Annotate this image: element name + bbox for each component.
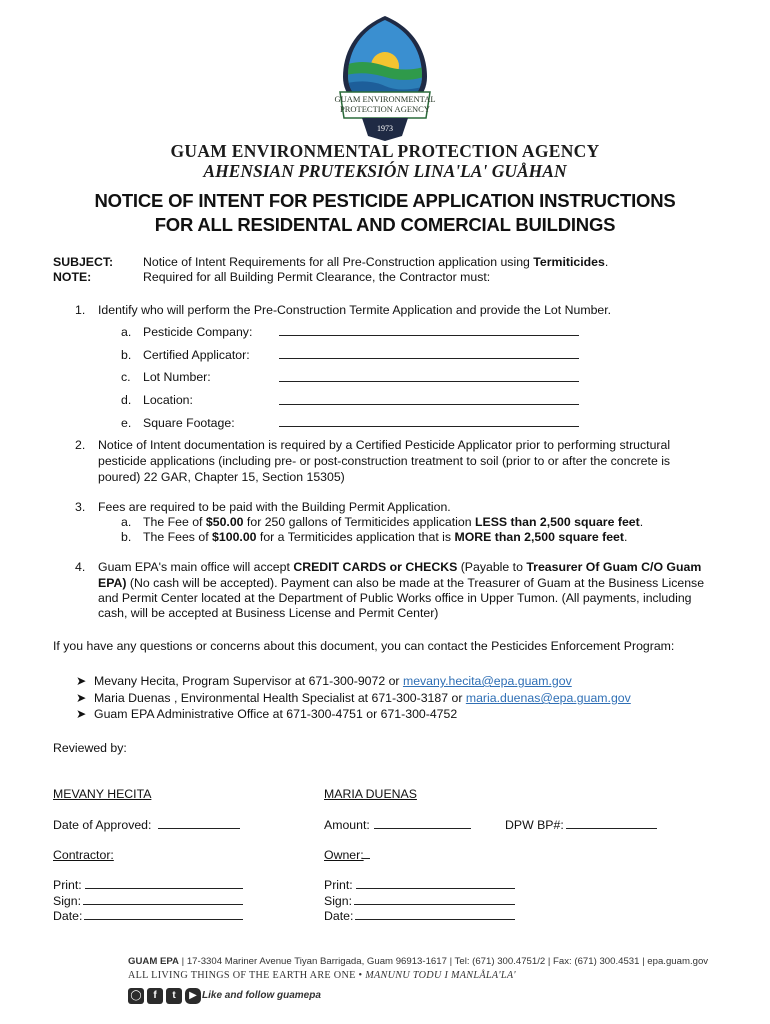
item-number: 1.: [75, 303, 86, 317]
certified-applicator-label: Certified Applicator:: [143, 348, 250, 362]
pesticide-company-label: Pesticide Company:: [143, 325, 253, 339]
owner-label: Owner:: [324, 848, 364, 862]
arrow-bullet-icon: ➤: [76, 707, 87, 721]
contractor-date-field[interactable]: [84, 907, 243, 920]
contact-item: ➤ Guam EPA Administrative Office at 671-300-4751 or 671-300-4752: [76, 707, 458, 721]
document-title-line2: FOR ALL RESIDENTAL AND COMERCIAL BUILDINGS: [154, 214, 616, 235]
square-footage-label: Square Footage:: [143, 416, 235, 430]
agency-name-english: GUAM ENVIRONMENTAL PROTECTION AGENCY: [170, 141, 600, 161]
field-letter: d.: [121, 393, 132, 407]
seal-graphic: [332, 14, 438, 142]
owner-print-label: Print:: [324, 878, 353, 892]
lot-number-field[interactable]: [279, 369, 579, 382]
document-title-line1: NOTICE OF INTENT FOR PESTICIDE APPLICATION INSTRUCTIONS: [94, 190, 676, 211]
amount-field[interactable]: [374, 816, 471, 829]
reviewer-name-duenas: MARIA DUENAS: [324, 787, 417, 801]
email-link[interactable]: maria.duenas@epa.guam.gov: [465, 691, 631, 705]
item4-line4: cash, will be accepted at Business License and Permit Center): [98, 606, 439, 620]
contractor-date-label: Date:: [53, 909, 83, 923]
instagram-icon[interactable]: ◯: [128, 988, 144, 1004]
seal-year: 1973: [377, 124, 393, 133]
contact-item: ➤ Maria Duenas , Environmental Health Specialist at 671-300-3187 or maria.duenas@epa.guam.gov: [76, 691, 631, 705]
reviewer-name-hecita: MEVANY HECITA: [53, 787, 152, 801]
item-number: 2.: [75, 438, 86, 452]
facebook-icon[interactable]: f: [147, 988, 163, 1004]
field-letter: a.: [121, 325, 132, 339]
field-letter: e.: [121, 416, 132, 430]
note-text: Required for all Building Permit Clearance, the Contractor must:: [143, 270, 491, 284]
item2-line3: poured) 22 GAR, Chapter 15, Section 15305): [98, 470, 345, 484]
youtube-icon[interactable]: ▶: [185, 988, 201, 1004]
arrow-bullet-icon: ➤: [76, 674, 87, 688]
reviewed-by-label: Reviewed by:: [53, 741, 127, 755]
seal-text-2: PROTECTION AGENCY: [340, 104, 430, 114]
owner-sign-label: Sign:: [324, 894, 353, 908]
item2-line2: pesticide applications (including pre- or post-construction treatment to soil (prior to or after the concrete is: [98, 454, 671, 468]
item4-line1: Guam EPA's main office will accept CREDIT CARDS or CHECKS (Payable to Treasurer Of Guam C/O Guam: [98, 560, 702, 574]
seal-text-1: GUAM ENVIRONMENTAL: [334, 94, 436, 104]
location-field[interactable]: [279, 392, 579, 405]
follow-text: Like and follow guamepa: [202, 990, 321, 1001]
fee-letter: a.: [121, 515, 132, 529]
fee-large-text: The Fees of $100.00 for a Termiticides application that is MORE than 2,500 square feet.: [143, 530, 628, 544]
item1-text: Identify who will perform the Pre-Construction Termite Application and provide the Lot Number.: [98, 303, 612, 317]
field-letter: b.: [121, 348, 132, 362]
dpw-bp-label: DPW BP#:: [505, 818, 564, 832]
contractor-sign-label: Sign:: [53, 894, 82, 908]
dpw-bp-field[interactable]: [566, 816, 657, 829]
owner-date-label: Date:: [324, 909, 354, 923]
location-label: Location:: [143, 393, 193, 407]
contractor-print-field[interactable]: [85, 876, 243, 889]
contact-item: ➤ Mevany Hecita, Program Supervisor at 671-300-9072 or mevany.hecita@epa.guam.gov: [76, 674, 572, 688]
twitter-icon[interactable]: t: [166, 988, 182, 1004]
contractor-print-label: Print:: [53, 878, 82, 892]
fee-letter: b.: [121, 530, 132, 544]
footer-motto: ALL LIVING THINGS OF THE EARTH ARE ONE • MANUNU TODU I MANLÅLA'LA': [128, 970, 516, 981]
certified-applicator-field[interactable]: [279, 346, 579, 359]
amount-label: Amount:: [324, 818, 370, 832]
contractor-label: Contractor:: [53, 848, 114, 862]
owner-date-field[interactable]: [355, 907, 515, 920]
field-letter: c.: [121, 370, 131, 384]
subject-text: Notice of Intent Requirements for all Pre-Construction application using Termiticides.: [143, 255, 609, 269]
lot-number-label: Lot Number:: [143, 370, 211, 384]
pesticide-company-field[interactable]: [279, 323, 579, 336]
fee-small-text: The Fee of $50.00 for 250 gallons of Termiticides application LESS than 2,500 square feet.: [143, 515, 644, 529]
footer-contact: GUAM EPA | 17-3304 Mariner Avenue Tiyan Barrigada, Guam 96913-1617 | Tel: (671) 300.4751/2 | Fax: (671) 300.4531 | epa.guam.gov: [128, 956, 709, 967]
questions-text: If you have any questions or concerns about this document, you can contact the Pesticides Enforcement Program:: [53, 639, 675, 653]
square-footage-field[interactable]: [279, 414, 579, 427]
item-number: 3.: [75, 500, 86, 514]
agency-seal-logo: [332, 14, 438, 142]
owner-sign-field[interactable]: [354, 892, 515, 905]
date-approved-field[interactable]: [158, 816, 240, 829]
agency-name-chamorro: AHENSIAN PRUTEKSIÓN LINA'LA' GUÅHAN: [203, 161, 567, 181]
item-number: 4.: [75, 560, 86, 574]
owner-print-field[interactable]: [356, 876, 515, 889]
item3-text: Fees are required to be paid with the Building Permit Application.: [98, 500, 451, 514]
note-label: NOTE:: [53, 270, 92, 284]
email-link[interactable]: mevany.hecita@epa.guam.gov: [402, 674, 572, 688]
contractor-sign-field[interactable]: [83, 892, 243, 905]
subject-label: SUBJECT:: [53, 255, 114, 269]
item4-line2: EPA) (No cash will be accepted). Payment can also be made at the Treasurer of Guam at the Business License: [98, 576, 705, 590]
date-approved-label: Date of Approved:: [53, 818, 152, 832]
item4-line3: and Permit Center located at the Department of Public Works office in Upper Tumon. (All payments, including: [98, 591, 692, 605]
owner-field[interactable]: [362, 846, 370, 859]
item2-line1: Notice of Intent documentation is required by a Certified Pesticide Applicator prior to performing structural: [98, 438, 671, 452]
arrow-bullet-icon: ➤: [76, 691, 87, 705]
